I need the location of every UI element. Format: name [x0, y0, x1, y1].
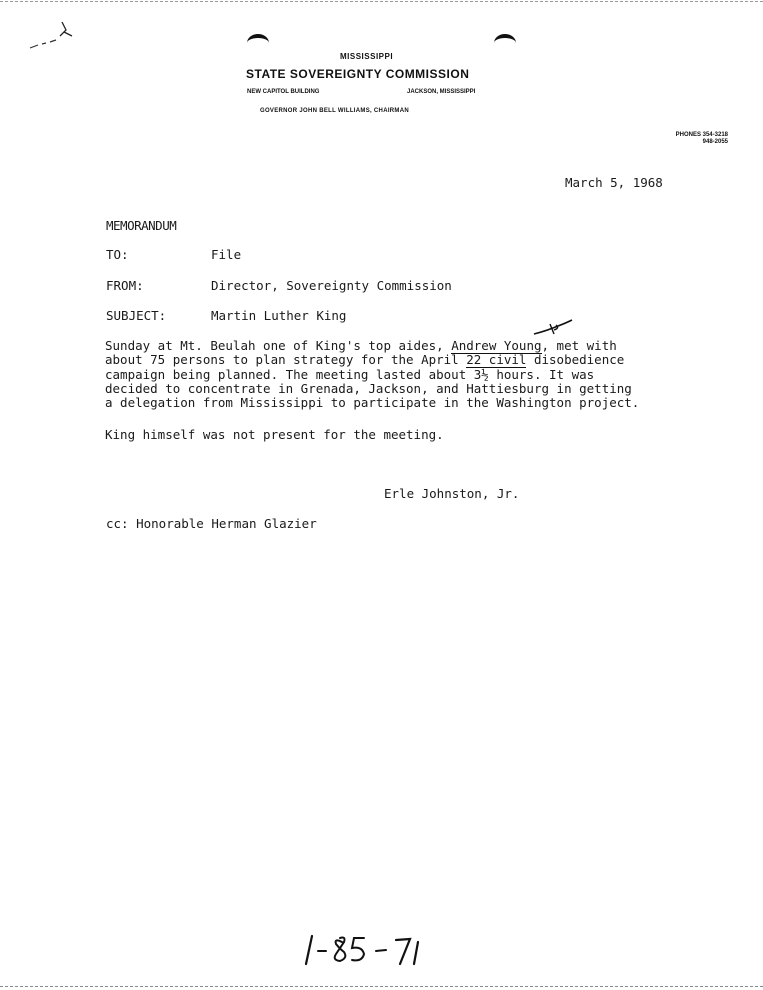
body-line-1 — [105, 339, 617, 353]
to-label: TO: — [106, 247, 129, 262]
body-line-3: campaign being planned. The meeting lasted about 3½ hours. It was — [105, 367, 595, 382]
memo-date: March 5, 1968 — [565, 175, 663, 190]
letterhead-arc-left — [247, 34, 269, 52]
body-line-1-end: , met with — [541, 338, 617, 353]
from-value: Director, Sovereignty Commission — [211, 278, 452, 293]
letterhead-commission: STATE SOVEREIGNTY COMMISSION — [246, 67, 470, 81]
letterhead-state: MISSISSIPPI — [340, 52, 394, 61]
top-edge — [0, 1, 763, 2]
phones-line-2: 948-2055 — [702, 139, 728, 145]
letterhead-arc-right — [494, 34, 516, 52]
subject-label: SUBJECT: — [106, 308, 167, 323]
underlined-name: Andrew Young — [451, 338, 542, 353]
handwritten-file-number — [296, 924, 446, 974]
phones-line-1: PHONES 354-3218 — [675, 132, 728, 138]
signature: Erle Johnston, Jr. — [384, 486, 520, 501]
from-label: FROM: — [106, 278, 144, 293]
underlined-date: 22 civil — [466, 352, 527, 367]
to-value: File — [211, 247, 242, 262]
memo-paragraph-2: King himself was not present for the meeting. — [105, 427, 444, 442]
letterhead-governor: GOVERNOR JOHN BELL WILLIAMS, CHAIRMAN — [260, 108, 409, 114]
body-line-2-text: about 75 persons to plan strategy for the April — [105, 352, 467, 367]
body-line-4: decided to concentrate in Grenada, Jackson, and Hattiesburg in getting — [105, 381, 632, 396]
body-line-5: a delegation from Mississippi to participate in the Washington project. — [105, 395, 640, 410]
letterhead-phones — [624, 132, 728, 146]
handwritten-check-mark — [532, 316, 576, 338]
letterhead-address-city: JACKSON, MISSISSIPPI — [407, 89, 476, 95]
subject-value: Martin Luther King — [211, 308, 347, 323]
body-line-2 — [105, 353, 624, 367]
pen-marks — [20, 18, 80, 58]
cc-line: cc: Honorable Herman Glazier — [106, 516, 317, 531]
bottom-edge — [0, 986, 763, 987]
body-line-2-end: disobedience — [526, 352, 625, 367]
body-line-1-text: Sunday at Mt. Beulah one of King's top aides, — [105, 338, 452, 353]
letterhead-address-building: NEW CAPITOL BUILDING — [247, 89, 320, 95]
memo-type: MEMORANDUM — [106, 218, 177, 233]
